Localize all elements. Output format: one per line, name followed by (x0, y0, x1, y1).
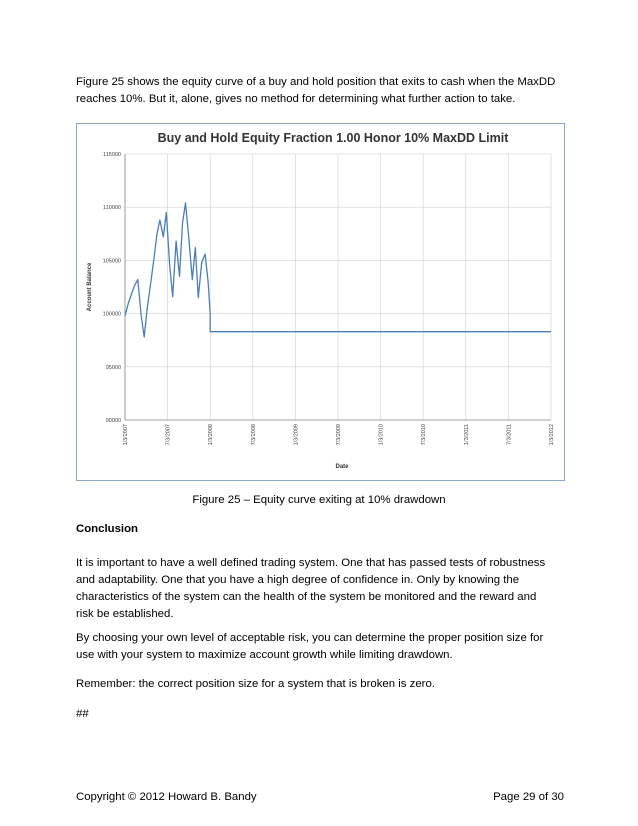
intro-line-1: Figure 25 shows the equity curve of a buy and hold position that exits to cash when the MaxDD (76, 76, 556, 88)
intro-line-2: reaches 10%. But it, alone, gives no method for determining what further action to take. (76, 93, 516, 105)
conclusion-paragraph-3: Remember: the correct position size for a system that is broken is zero. (76, 678, 435, 690)
x-tick-label: 7/3/2007 (165, 424, 172, 446)
p1-line: and adaptability. One that you have a high degree of confidence in. Only by knowing the (76, 574, 520, 586)
p1-line: risk be established. (76, 608, 174, 620)
y-tick-label: 105000 (102, 258, 121, 265)
x-tick-label: 7/3/2008 (250, 424, 257, 446)
p2-line: use with your system to maximize account growth while limiting drawdown. (76, 649, 453, 661)
y-axis-label: Account Balance (87, 262, 93, 312)
x-tick-label: 1/3/2011 (463, 424, 470, 446)
footer-copyright: Copyright © 2012 Howard B. Bandy (76, 791, 257, 803)
x-tick-label: 1/3/2008 (208, 424, 215, 446)
end-mark: ## (76, 708, 89, 720)
footer-page-number: Page 29 of 30 (493, 791, 564, 803)
x-tick-label: 1/3/2012 (549, 424, 555, 446)
x-tick-label: 7/3/2010 (421, 424, 428, 446)
y-tick-label: 100000 (102, 311, 121, 318)
y-tick-label: 110000 (103, 205, 121, 212)
x-axis-label: Date (335, 464, 349, 470)
conclusion-paragraph-2 (76, 630, 576, 664)
p2-line: By choosing your own level of acceptable risk, you can determine the proper position size for (76, 632, 544, 644)
conclusion-paragraph-1 (76, 555, 576, 623)
x-tick-label: 1/3/2009 (293, 424, 300, 446)
x-tick-label: 1/3/2007 (123, 424, 129, 446)
y-tick-label: 95000 (105, 364, 121, 371)
p1-line: It is important to have a well defined trading system. One that has passed tests of robustness (76, 557, 546, 569)
x-tick-label: 7/3/2009 (336, 424, 342, 446)
equity-chart-frame (76, 123, 565, 481)
equity-chart (77, 124, 564, 480)
y-tick-label: 115000 (103, 152, 121, 158)
chart-title: Buy and Hold Equity Fraction 1.00 Honor 10% MaxDD Limit (157, 131, 509, 145)
intro-paragraph (76, 74, 576, 108)
y-tick-label: 90000 (105, 418, 121, 424)
x-tick-label: 1/3/2010 (378, 424, 385, 446)
x-tick-label: 7/3/2011 (506, 424, 513, 446)
figure-caption: Figure 25 – Equity curve exiting at 10% drawdown (192, 494, 446, 506)
p1-line: characteristics of the system can the health of the system be monitored and the reward and (76, 591, 537, 603)
conclusion-heading: Conclusion (76, 523, 139, 535)
